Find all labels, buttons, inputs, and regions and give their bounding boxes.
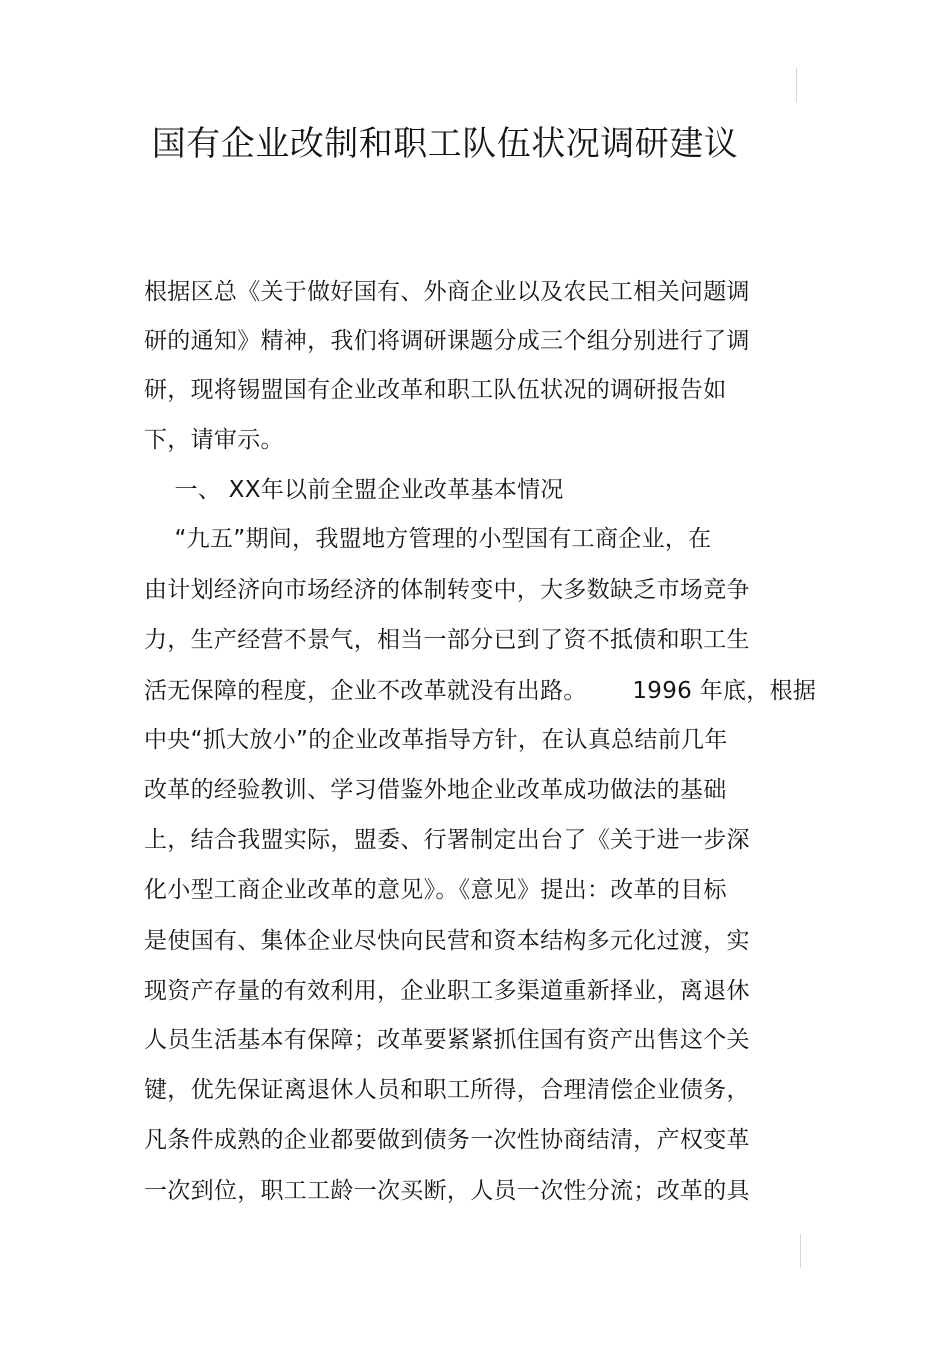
paragraph-line: 由计划经济向市场经济的体制转变中，大多数缺乏市场竞争 bbox=[144, 577, 750, 603]
top-right-margin-mark bbox=[796, 68, 797, 102]
paragraph-line: 现资产存量的有效利用，企业职工多渠道重新择业，离退休 bbox=[144, 978, 750, 1004]
paragraph-line: 人员生活基本有保障；改革要紧紧抓住国有资产出售这个关 bbox=[144, 1027, 750, 1053]
paragraph-line: 改革的经验教训、学习借鉴外地企业改革成功做法的基础 bbox=[144, 777, 727, 803]
paragraph-line: 力，生产经营不景气，相当一部分已到了资不抵债和职工生 bbox=[144, 627, 750, 653]
paragraph-line: 研，现将锡盟国有企业改革和职工队伍状况的调研报告如 bbox=[144, 377, 727, 403]
paragraph-line: 化小型工商企业改革的意见》。《意见》提出：改革的目标 bbox=[144, 877, 727, 903]
paragraph-line: 键，优先保证离退休人员和职工所得，合理清偿企业债务， bbox=[144, 1077, 750, 1103]
document-title: 国有企业改制和职工队伍状况调研建议 bbox=[151, 124, 739, 164]
paragraph-line: 根据区总《关于做好国有、外商企业以及农民工相关问题调 bbox=[144, 279, 750, 305]
paragraph-line: “九五”期间，我盟地方管理的小型国有工商企业，在 bbox=[144, 526, 712, 552]
paragraph-line: 一次到位，职工工龄一次买断，人员一次性分流；改革的具 bbox=[144, 1178, 750, 1204]
paragraph-line: 是使国有、集体企业尽快向民营和资本结构多元化过渡，实 bbox=[144, 928, 750, 954]
bottom-right-margin-mark bbox=[800, 1234, 801, 1268]
paragraph-line: 研的通知》精神，我们将调研课题分成三个组分别进行了调 bbox=[144, 328, 750, 354]
paragraph-line: 上，结合我盟实际，盟委、行署制定出台了《关于进一步深 bbox=[144, 827, 750, 853]
paragraph-line: 下，请审示。 bbox=[144, 427, 284, 453]
paragraph-line: 凡条件成熟的企业都要做到债务一次性协商结清，产权变革 bbox=[144, 1127, 750, 1153]
paragraph-line: 中央“抓大放小”的企业改革指导方针，在认真总结前几年 bbox=[144, 727, 728, 753]
section-heading: 一、 XX年以前全盟企业改革基本情况 bbox=[144, 477, 564, 503]
paragraph-line: 活无保障的程度，企业不改革就没有出路。 1996 年底，根据 bbox=[144, 678, 817, 704]
